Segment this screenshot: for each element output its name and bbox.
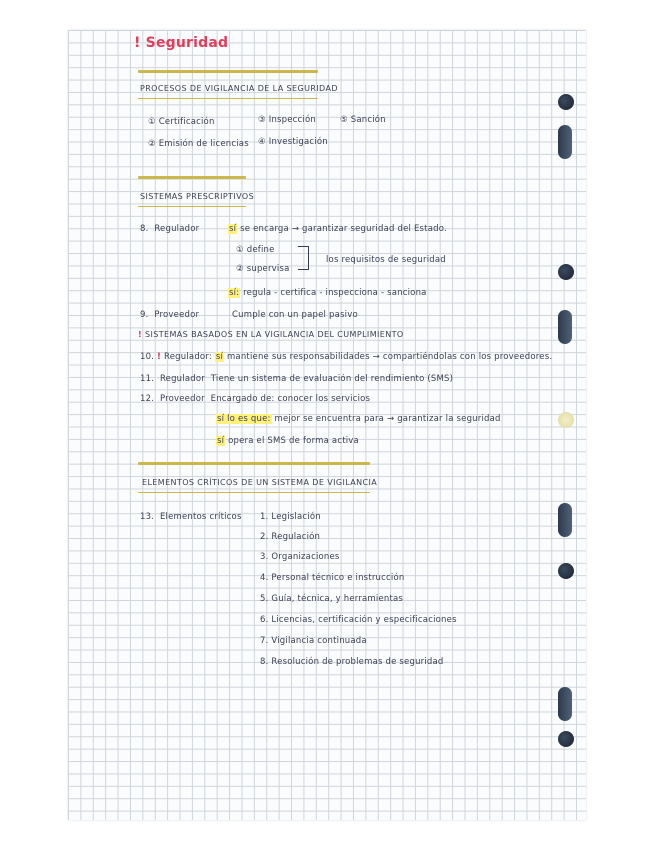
process-item: ④ Investigación: [258, 137, 328, 147]
note-item-8: 8. Regulador: [140, 224, 200, 234]
binder-hole-pill: [558, 503, 572, 537]
section-underline: [138, 492, 370, 493]
section-underline: [138, 98, 318, 99]
section-bar: [138, 462, 370, 465]
section-bar: [138, 70, 318, 73]
note-item-10: 10. ! Regulador: sí mantiene sus responsabilidades → compartiéndolas con los proveedores.: [140, 352, 553, 362]
list-item: 4. Personal técnico e instrucción: [260, 573, 405, 583]
binder-hole-pill: [558, 310, 572, 344]
defines-label: ① define: [236, 245, 275, 255]
binder-hole-round: [558, 563, 574, 579]
requisites-label: los requisitos de seguridad: [326, 255, 446, 265]
notebook-page: [68, 30, 586, 820]
process-item: ⑤ Sanción: [340, 115, 386, 125]
list-item: 3. Organizaciones: [260, 552, 340, 562]
process-item: ③ Inspección: [258, 115, 316, 125]
provider-note-a: sí lo es que: mejor se encuentra para → garantizar la seguridad: [217, 414, 501, 424]
binder-hole-pill: [558, 687, 572, 721]
list-item: 8. Resolución de problemas de seguridad: [260, 657, 444, 667]
note-item-12: 12. Proveedor Encargado de: conocer los servicios: [140, 394, 371, 404]
list-item: 1. Legislación: [260, 512, 321, 522]
binder-hole-round: [558, 264, 574, 280]
list-item: 2. Regulación: [260, 532, 321, 542]
binder-hole-round: [558, 731, 574, 747]
section-heading: ELEMENTOS CRÍTICOS DE UN SISTEMA DE VIGILANCIA: [142, 478, 378, 487]
supervises-label: ② supervisa: [236, 264, 290, 274]
list-item: 6. Licencias, certificación y especificaciones: [260, 615, 457, 625]
note-item-9: 9. Proveedor: [140, 310, 200, 320]
process-item: ② Emisión de licencias: [148, 139, 249, 149]
provider-note-b: sí opera el SMS de forma activa: [217, 436, 359, 446]
binder-hole-pill: [558, 125, 572, 159]
regulator-actions: sí: regula - certifica - inspecciona - sanciona: [229, 288, 427, 298]
note-item-11: 11. Regulador Tiene un sistema de evaluación del rendimiento (SMS): [140, 374, 454, 384]
list-item: 7. Vigilancia continuada: [260, 636, 367, 646]
section-heading: ! SISTEMAS BASADOS EN LA VIGILANCIA DEL CUMPLIMIENTO: [138, 330, 404, 339]
section-heading: PROCESOS DE VIGILANCIA DE LA SEGURIDAD: [140, 84, 338, 93]
process-item: ① Certificación: [148, 117, 215, 127]
note-item-9-text: Cumple con un papel pasivo: [232, 310, 358, 320]
section-bar: [138, 176, 246, 179]
binder-hole-empty: [558, 412, 574, 428]
list-item: 5. Guía, técnica, y herramientas: [260, 594, 404, 604]
bracket-shape: [298, 246, 309, 270]
note-item-13: 13. Elementos críticos: [140, 512, 242, 522]
page-title: ! Seguridad: [134, 35, 229, 51]
section-underline: [138, 206, 246, 207]
binder-hole-round: [558, 94, 574, 110]
note-item-8-text: sí se encarga → garantizar seguridad del Estado.: [229, 224, 447, 234]
section-heading: SISTEMAS PRESCRIPTIVOS: [140, 192, 255, 201]
